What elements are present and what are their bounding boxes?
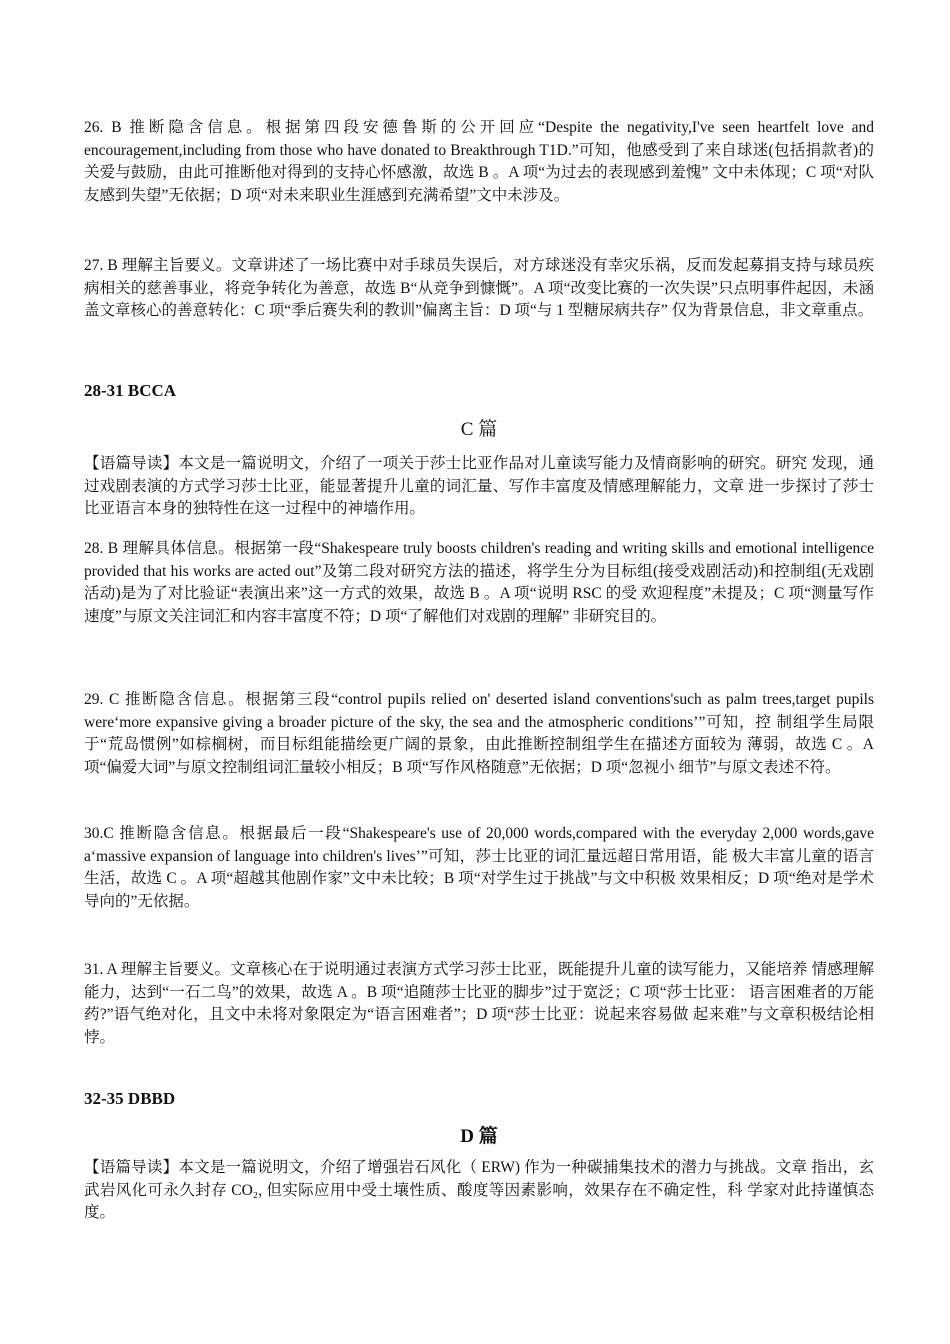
reading-guide-c: 【语篇导读】本文是一篇说明文，介绍了一项关于莎士比亚作品对儿童读写能力及情商影响的研究。研究 发现，通过戏剧表演的方式学习莎士比亚，能显著提升儿童的词汇量、写作丰富度及情感理解能力，文章 进一步探讨了莎士比亚语言本身的独特性在这一过程中的神墙作用。 xyxy=(84,455,874,517)
answer-explanation-27: 27. B 理解主旨要义。文章讲述了一场比赛中对手球员失误后，对方球迷没有幸灾乐祸，反而发起募捐支持与球员疾病相关的慈善事业，将竞争转化为善意，故选 B“从竞争到慷慨”。A 项“改变比赛的一次失误”只点明事件起因，未涵盖文章核心的善意转化：C 项“季后赛失利的教训”偏离主旨：D 项“与 1 型糖尿病共存” 仅为背景信息，非文章重点。 xyxy=(84,257,874,319)
answer-explanation-31: 31. A 理解主旨要义。文章核心在于说明通过表演方式学习莎士比亚，既能提升儿童的读写能力，又能培养 情感理解能力，达到“一石二鸟”的效果，故选 A 。B 项“追随莎士比亚的脚步”过于宽泛；C 项“莎士比亚： 语言困难者的万能药?”语气绝对化，且文中未将对象限定为“语言困难者”；D 项“莎士比亚：说起来容易做 起来难”与文章积极结论相悖。 xyxy=(84,961,874,1046)
answer-explanation-26: 26. B 推断隐含信息。根据第四段安德鲁斯的公开回应“Despite the negativity,I've seen heartfelt love and encouragement,including from those who have donated to Breakthrough T1D.”可知，他感受到了来自球迷(包括捐款者)的关爱与鼓励，由此可推断他对得到的支持心怀感激，故选 B 。A 项“为过去的表现感到羞愧” 文中未体现；C 项“对队友感到失望”无依据；D 项“对未来职业生涯感到充满希望”文中未涉及。 xyxy=(84,119,874,204)
answer-key-32-35: 32-35 DBBD xyxy=(84,1089,176,1108)
answer-explanation-29: 29. C 推断隐含信息。根据第三段“control pupils relied on' deserted island conventions'such as palm trees,target pupils were‘more expansive giving a broader picture of the sky, the sea and the atmospheric conditions’”可知，控 制组学生局限于“荒岛惯例”如棕榈树，而目标组能描绘更广阔的景象，由此推断控制组学生在描述方面较为 薄弱，故选 C 。A 项“偏爱大词”与原文控制组词汇量较小相反；B 项“写作风格随意”无依据；D 项“忽视小 细节”与原文表述不符。 xyxy=(84,691,874,776)
answer-explanation-28: 28. B 理解具体信息。根据第一段“Shakespeare truly boosts children's reading and writing skills and emotional intelligence provided that his works are acted out”及第二段对研究方法的描述，将学生分为目标组(接受戏剧活动)和控制组(无戏剧活动)是为了对比验证“表演出来”这一方式的效果，故选 B 。A 项“说明 RSC 的受 欢迎程度”未提及；C 项“测量写作速度”与原文关注词汇和内容丰富度不符；D 项“了解他们对戏剧的理解” 非研究目的。 xyxy=(84,540,874,625)
reading-guide-d: 【语篇导读】本文是一篇说明文，介绍了增强岩石风化（ ERW) 作为一种碳捕集技术的潜力与挑战。文章 指出，玄武岩风化可永久封存 CO₂, 但实际应用中受土壤性质、酸度等因素影响，效果存在不确定性，科 学家对此持谨慎态度。 xyxy=(84,1159,874,1221)
section-title-c: C 篇 xyxy=(460,419,498,440)
section-title-d: D 篇 xyxy=(460,1126,498,1147)
answer-explanation-30: 30.C 推断隐含信息。根据最后一段“Shakespeare's use of 20,000 words,compared with the everyday 2,000 words,gave a‘massive expansion of language into children's lives’”可知，莎士比亚的词汇量远超日常用语，能 极大丰富儿童的语言生活，故选 C 。A 项“超越其他剧作家”文中未比较；B 项“对学生过于挑战”与文中积极 效果相反；D 项“绝对是学术导向的”无依据。 xyxy=(84,825,874,910)
answer-key-28-31: 28-31 BCCA xyxy=(84,381,177,400)
